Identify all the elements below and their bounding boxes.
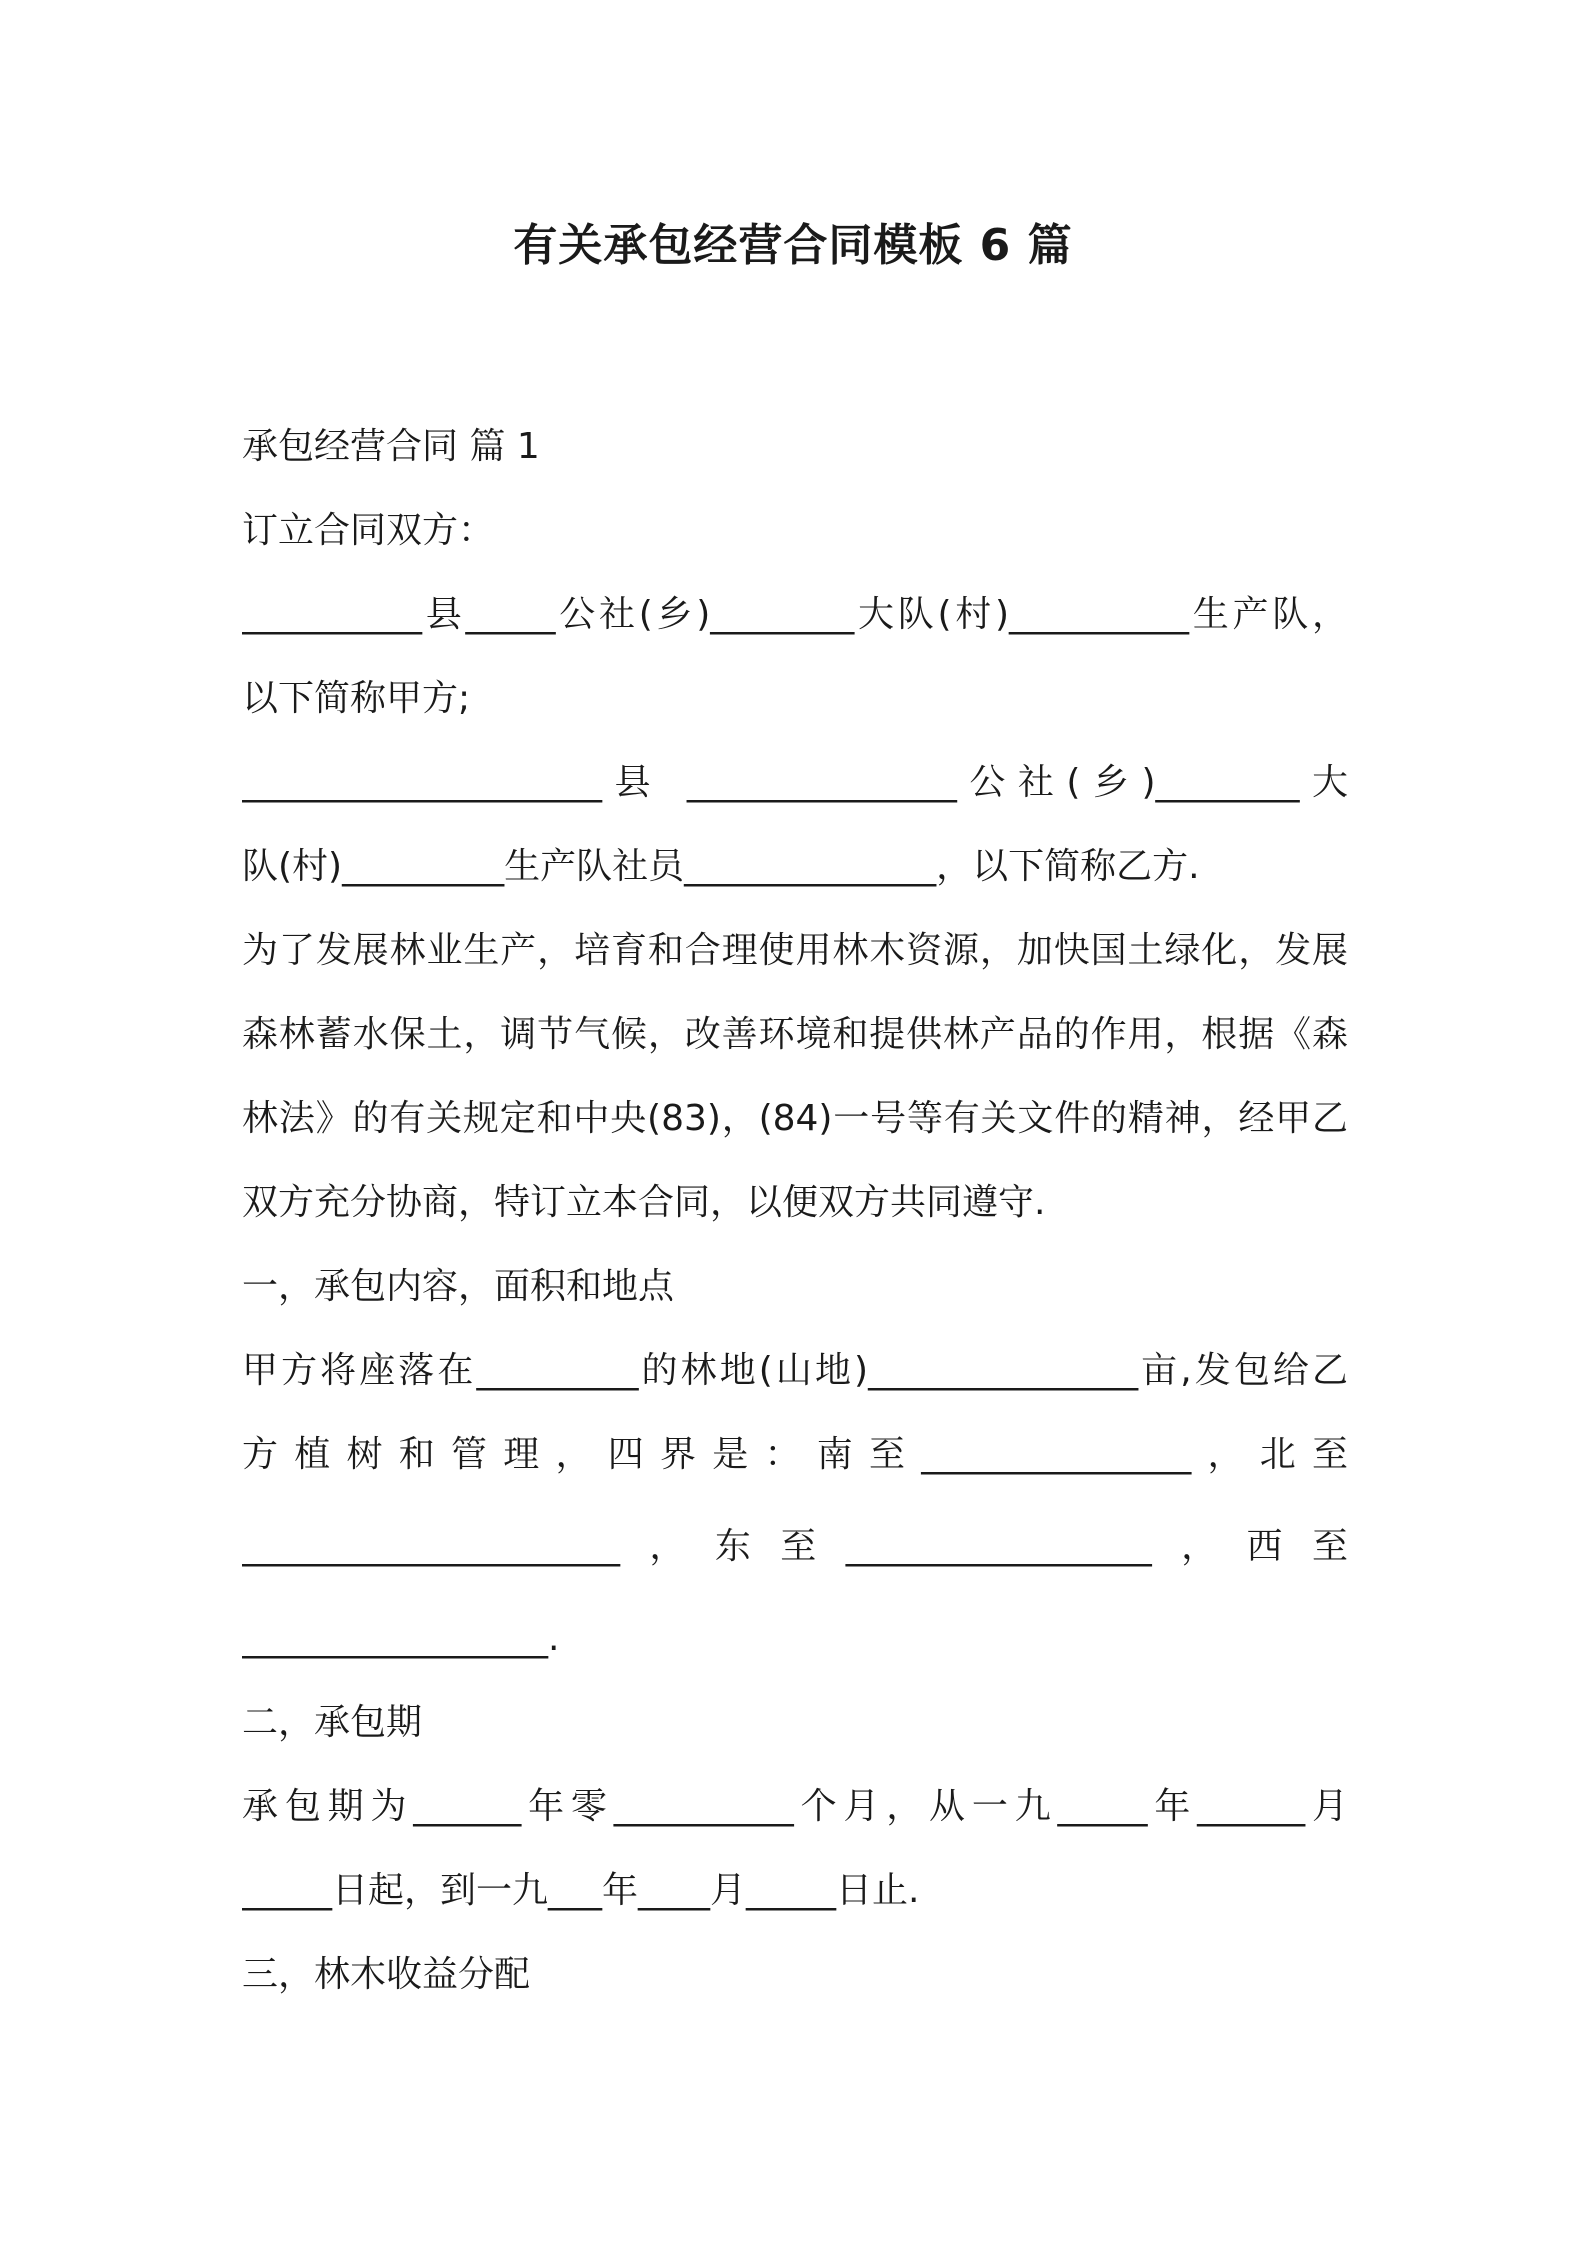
document-title: 有关承包经营合同模板 6 篇 <box>513 220 1073 271</box>
paragraph-line: 林法》的有关规定和中央(83)，(84)一号等有关文件的精神，经甲乙 <box>242 1098 1348 1139</box>
paragraph-line: 双方充分协商，特订立本合同，以便双方共同遵守. <box>242 1182 1046 1223</box>
paragraph-line: __________县_____公社(乡)________大队(村)__________生产队， <box>242 594 1348 635</box>
paragraph-line: 森林蓄水保土，调节气候，改善环境和提供林产品的作用，根据《森 <box>242 1014 1348 1055</box>
paragraph-line: ____________________县 _______________公社(乡)________大 <box>242 762 1348 803</box>
section-heading: 一，承包内容，面积和地点 <box>242 1266 675 1307</box>
section-heading: 三，林木收益分配 <box>242 1954 531 1995</box>
paragraph-line: 方植树和管理，四界是：南至_______________，北至 <box>242 1434 1348 1475</box>
section-heading: 承包经营合同 篇 1 <box>242 426 540 467</box>
paragraph-line: _____日起，到一九___年____月_____日止. <box>242 1870 920 1911</box>
paragraph-line: 以下简称甲方; <box>242 678 471 719</box>
paragraph-line: _____________________，东至_________________，西至 <box>242 1526 1348 1567</box>
paragraph-line: 为了发展林业生产，培育和合理使用林木资源，加快国土绿化，发展 <box>242 930 1348 971</box>
paragraph-line: 甲方将座落在_________的林地(山地)_______________亩,发包给乙 <box>242 1350 1348 1391</box>
section-heading: 二，承包期 <box>242 1702 423 1743</box>
paragraph-line: 队(村)_________生产队社员______________，以下简称乙方. <box>242 846 1200 887</box>
paragraph-line: 订立合同双方： <box>242 510 495 551</box>
paragraph-line: 承包期为______年零__________个月，从一九_____年______月 <box>242 1786 1348 1827</box>
paragraph-line: _________________. <box>242 1618 560 1659</box>
document-body <box>242 405 1348 2017</box>
